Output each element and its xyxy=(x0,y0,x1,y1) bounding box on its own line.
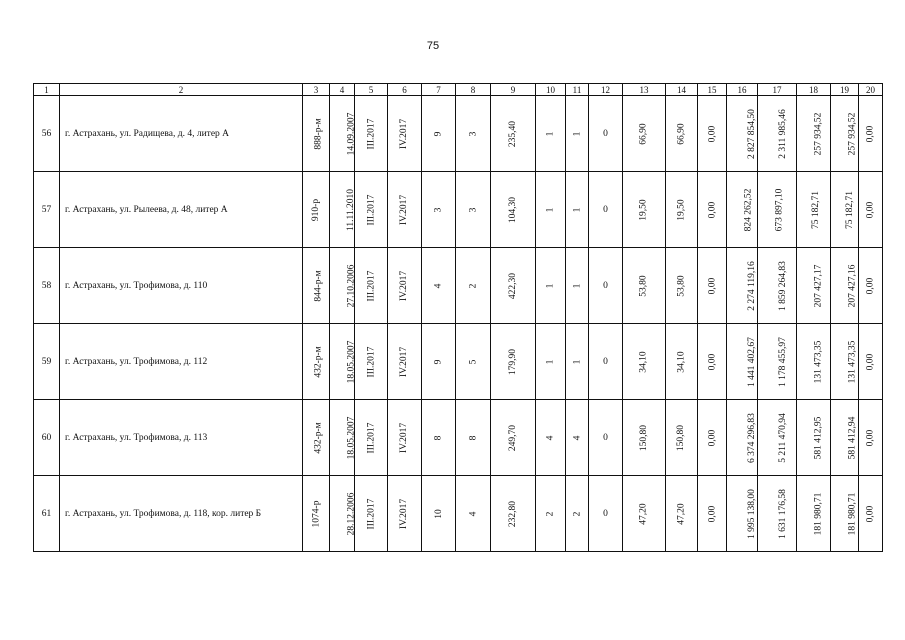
column-number-7: 7 xyxy=(422,84,456,96)
cell-value-c14: 47,20 xyxy=(676,502,687,525)
cell-value-c8: 3 xyxy=(468,207,478,212)
cell-c19 xyxy=(831,476,859,552)
cell-c16 xyxy=(727,172,758,248)
cell-value-c17: 1 631 176,58 xyxy=(777,488,788,539)
cell-value-c17: 2 311 985,46 xyxy=(777,108,788,159)
cell-c11 xyxy=(566,248,589,324)
cell-value-c9: 235,40 xyxy=(508,120,518,147)
cell-doc_date xyxy=(330,248,355,324)
cell-value-c13: 47,20 xyxy=(639,502,649,525)
cell-doc_date xyxy=(330,96,355,172)
cell-c14 xyxy=(666,172,698,248)
cell-c9 xyxy=(491,400,536,476)
cell-value-c7: 10 xyxy=(433,508,444,519)
column-number-15: 15 xyxy=(698,84,727,96)
cell-value-c19: 131 473,35 xyxy=(847,340,858,383)
cell-c12: 0 xyxy=(589,248,623,324)
cell-c10 xyxy=(536,96,566,172)
cell-value-c10: 1 xyxy=(545,131,556,136)
cell-value-c20: 0,00 xyxy=(865,277,876,294)
cell-c13 xyxy=(623,476,666,552)
cell-no: 59 xyxy=(34,324,60,400)
cell-value-end: IV.2017 xyxy=(399,118,410,149)
cell-value-start: III.2017 xyxy=(366,346,376,377)
cell-value-c8: 5 xyxy=(468,359,478,364)
cell-c18 xyxy=(797,172,831,248)
cell-value-start: III.2017 xyxy=(366,270,376,301)
cell-value-c8: 2 xyxy=(468,283,478,288)
cell-c9 xyxy=(491,476,536,552)
cell-value-c10: 1 xyxy=(545,207,556,212)
cell-value-c15: 0,00 xyxy=(707,429,717,446)
cell-c10 xyxy=(536,172,566,248)
table-row xyxy=(34,476,883,552)
cell-value-c11: 2 xyxy=(572,511,582,516)
cell-c11 xyxy=(566,324,589,400)
cell-start xyxy=(355,172,388,248)
cell-c19 xyxy=(831,248,859,324)
cell-doc_no xyxy=(303,400,330,476)
column-number-8: 8 xyxy=(456,84,491,96)
table-row xyxy=(34,96,883,172)
cell-value-c7: 8 xyxy=(433,435,444,440)
cell-doc_no xyxy=(303,248,330,324)
cell-value-c14: 19,50 xyxy=(676,198,687,221)
cell-value-doc_date: 18.05.2007 xyxy=(346,340,357,383)
cell-value-c9: 249,70 xyxy=(508,424,518,451)
cell-end xyxy=(388,172,422,248)
cell-c17 xyxy=(758,324,797,400)
cell-value-c16: 6 374 296,83 xyxy=(746,412,757,463)
cell-value-doc_date: 27.10.2006 xyxy=(346,264,357,307)
cell-value-c15: 0,00 xyxy=(707,201,717,218)
cell-c16 xyxy=(727,96,758,172)
cell-start xyxy=(355,400,388,476)
cell-c18 xyxy=(797,476,831,552)
column-number-12: 12 xyxy=(589,84,623,96)
cell-c14 xyxy=(666,324,698,400)
cell-c7 xyxy=(422,248,456,324)
cell-value-c10: 2 xyxy=(545,511,556,516)
column-number-4: 4 xyxy=(330,84,355,96)
cell-value-c16: 1 995 138,00 xyxy=(746,488,757,539)
cell-c17 xyxy=(758,400,797,476)
column-number-19: 19 xyxy=(831,84,859,96)
cell-value-c9: 422,30 xyxy=(508,272,518,299)
cell-c20 xyxy=(859,476,883,552)
cell-c15 xyxy=(698,324,727,400)
housing-program-table xyxy=(33,83,883,552)
cell-value-c15: 0,00 xyxy=(707,277,717,294)
column-number-13: 13 xyxy=(623,84,666,96)
cell-value-c7: 9 xyxy=(433,359,444,364)
cell-value-c18: 257 934,52 xyxy=(813,112,824,155)
cell-value-c20: 0,00 xyxy=(865,429,876,446)
cell-value-doc_no: 888-р-м xyxy=(313,117,324,150)
cell-c14 xyxy=(666,248,698,324)
cell-value-c19: 207 427,16 xyxy=(847,264,858,307)
cell-end xyxy=(388,248,422,324)
cell-c17 xyxy=(758,96,797,172)
cell-value-c18: 207 427,17 xyxy=(813,264,824,307)
cell-value-doc_no: 910-р xyxy=(310,198,321,221)
cell-value-c20: 0,00 xyxy=(865,201,876,218)
cell-value-c18: 75 182,71 xyxy=(811,190,821,229)
cell-c15 xyxy=(698,172,727,248)
cell-value-c18: 181 980,71 xyxy=(813,492,824,535)
cell-c20 xyxy=(859,248,883,324)
cell-c18 xyxy=(797,248,831,324)
cell-c18 xyxy=(797,400,831,476)
cell-value-c11: 1 xyxy=(572,359,582,364)
cell-value-c16: 824 262,52 xyxy=(743,188,754,231)
column-number-1: 1 xyxy=(34,84,60,96)
cell-value-c10: 1 xyxy=(545,283,556,288)
cell-doc_no xyxy=(303,324,330,400)
cell-c13 xyxy=(623,248,666,324)
cell-value-c11: 1 xyxy=(572,207,582,212)
cell-c10 xyxy=(536,324,566,400)
cell-c12: 0 xyxy=(589,96,623,172)
cell-c14 xyxy=(666,96,698,172)
cell-c9 xyxy=(491,96,536,172)
column-number-2: 2 xyxy=(60,84,303,96)
cell-start xyxy=(355,476,388,552)
cell-end xyxy=(388,400,422,476)
cell-value-c19: 581 412,94 xyxy=(847,416,858,459)
cell-c14 xyxy=(666,476,698,552)
cell-c17 xyxy=(758,172,797,248)
cell-c7 xyxy=(422,172,456,248)
cell-c15 xyxy=(698,476,727,552)
cell-value-c9: 232,80 xyxy=(508,500,518,527)
cell-value-c13: 150,80 xyxy=(639,424,649,451)
cell-c12: 0 xyxy=(589,476,623,552)
cell-c18 xyxy=(797,324,831,400)
cell-c15 xyxy=(698,400,727,476)
table-body xyxy=(34,96,883,552)
cell-value-c10: 1 xyxy=(545,359,556,364)
column-number-20: 20 xyxy=(859,84,883,96)
cell-value-start: III.2017 xyxy=(366,422,376,453)
cell-end xyxy=(388,96,422,172)
cell-c19 xyxy=(831,172,859,248)
cell-value-c15: 0,00 xyxy=(707,353,717,370)
cell-value-c17: 1 178 455,97 xyxy=(777,336,788,387)
cell-c8 xyxy=(456,248,491,324)
cell-no: 56 xyxy=(34,96,60,172)
cell-address: г. Астрахань, ул. Радищева, д. 4, литер А xyxy=(60,96,303,172)
cell-value-end: IV.2017 xyxy=(399,270,410,301)
cell-c9 xyxy=(491,172,536,248)
cell-c12: 0 xyxy=(589,324,623,400)
column-number-9: 9 xyxy=(491,84,536,96)
cell-c16 xyxy=(727,324,758,400)
column-number-5: 5 xyxy=(355,84,388,96)
cell-value-doc_date: 28.12.2006 xyxy=(346,492,357,535)
column-number-10: 10 xyxy=(536,84,566,96)
cell-c8 xyxy=(456,172,491,248)
cell-start xyxy=(355,324,388,400)
column-number-3: 3 xyxy=(303,84,330,96)
cell-value-c11: 4 xyxy=(572,435,582,440)
cell-value-end: IV.2017 xyxy=(399,498,410,529)
cell-doc_no xyxy=(303,96,330,172)
cell-c15 xyxy=(698,248,727,324)
cell-value-end: IV.2017 xyxy=(399,194,410,225)
cell-c12: 0 xyxy=(589,172,623,248)
column-number-6: 6 xyxy=(388,84,422,96)
cell-c10 xyxy=(536,248,566,324)
column-number-11: 11 xyxy=(566,84,589,96)
cell-value-c14: 150,80 xyxy=(676,424,687,451)
cell-value-c14: 66,90 xyxy=(676,122,687,145)
column-number-14: 14 xyxy=(666,84,698,96)
table-row xyxy=(34,172,883,248)
cell-value-c13: 53,80 xyxy=(639,274,649,297)
cell-value-doc_date: 14.09.2007 xyxy=(346,112,357,155)
cell-value-c20: 0,00 xyxy=(865,125,876,142)
cell-start xyxy=(355,248,388,324)
cell-value-c7: 9 xyxy=(433,131,444,136)
cell-address: г. Астрахань, ул. Трофимова, д. 118, кор. литер Б xyxy=(60,476,303,552)
cell-value-c14: 53,80 xyxy=(676,274,687,297)
cell-c12: 0 xyxy=(589,400,623,476)
cell-c8 xyxy=(456,324,491,400)
cell-c7 xyxy=(422,324,456,400)
column-number-18: 18 xyxy=(797,84,831,96)
cell-value-c10: 4 xyxy=(545,435,556,440)
cell-doc_date xyxy=(330,324,355,400)
cell-address: г. Астрахань, ул. Рылеева, д. 48, литер А xyxy=(60,172,303,248)
cell-value-c20: 0,00 xyxy=(865,353,876,370)
cell-no: 58 xyxy=(34,248,60,324)
cell-end xyxy=(388,324,422,400)
cell-c15 xyxy=(698,96,727,172)
cell-c9 xyxy=(491,248,536,324)
cell-no: 60 xyxy=(34,400,60,476)
table-row xyxy=(34,248,883,324)
cell-value-c20: 0,00 xyxy=(865,505,876,522)
cell-c18 xyxy=(797,96,831,172)
cell-c7 xyxy=(422,96,456,172)
cell-value-doc_no: 1074-р xyxy=(311,500,322,527)
cell-c19 xyxy=(831,400,859,476)
cell-c8 xyxy=(456,476,491,552)
cell-value-c15: 0,00 xyxy=(707,505,717,522)
cell-value-c14: 34,10 xyxy=(676,350,687,373)
cell-value-c17: 673 897,10 xyxy=(774,188,785,231)
cell-c19 xyxy=(831,324,859,400)
cell-value-c11: 1 xyxy=(572,131,582,136)
cell-value-c8: 3 xyxy=(468,131,478,136)
cell-value-end: IV.2017 xyxy=(399,422,410,453)
cell-c11 xyxy=(566,96,589,172)
table-row xyxy=(34,324,883,400)
cell-start xyxy=(355,96,388,172)
cell-c16 xyxy=(727,476,758,552)
cell-c11 xyxy=(566,400,589,476)
cell-doc_date xyxy=(330,400,355,476)
cell-c13 xyxy=(623,172,666,248)
cell-value-c15: 0,00 xyxy=(707,125,717,142)
cell-c17 xyxy=(758,248,797,324)
cell-value-c7: 4 xyxy=(433,283,444,288)
cell-doc_date xyxy=(330,476,355,552)
cell-value-doc_no: 432-р-м xyxy=(313,345,324,378)
cell-no: 61 xyxy=(34,476,60,552)
cell-address: г. Астрахань, ул. Трофимова, д. 113 xyxy=(60,400,303,476)
column-number-16: 16 xyxy=(727,84,758,96)
cell-value-c19: 75 182,71 xyxy=(845,190,855,229)
cell-value-doc_no: 844-р-м xyxy=(313,269,324,302)
cell-c20 xyxy=(859,324,883,400)
cell-address: г. Астрахань, ул. Трофимова, д. 112 xyxy=(60,324,303,400)
cell-value-doc_date: 18.05.2007 xyxy=(346,416,357,459)
cell-value-c9: 179,90 xyxy=(508,348,518,375)
column-numbers-row xyxy=(34,84,883,96)
cell-value-c7: 3 xyxy=(433,207,444,212)
cell-value-c13: 34,10 xyxy=(639,350,649,373)
cell-c13 xyxy=(623,400,666,476)
cell-doc_no xyxy=(303,172,330,248)
cell-c20 xyxy=(859,400,883,476)
cell-c20 xyxy=(859,172,883,248)
cell-doc_no xyxy=(303,476,330,552)
cell-value-c13: 19,50 xyxy=(639,198,649,221)
cell-value-c8: 8 xyxy=(468,435,478,440)
cell-c11 xyxy=(566,476,589,552)
cell-c16 xyxy=(727,400,758,476)
cell-c9 xyxy=(491,324,536,400)
cell-value-c19: 181 980,71 xyxy=(847,492,858,535)
cell-c10 xyxy=(536,400,566,476)
cell-value-c9: 104,30 xyxy=(508,196,518,223)
cell-value-start: III.2017 xyxy=(366,194,376,225)
cell-c20 xyxy=(859,96,883,172)
cell-doc_date xyxy=(330,172,355,248)
cell-value-start: III.2017 xyxy=(366,118,376,149)
cell-value-c13: 66,90 xyxy=(639,122,649,145)
cell-value-c17: 5 211 470,94 xyxy=(777,412,788,463)
cell-value-start: III.2017 xyxy=(366,498,376,529)
cell-value-end: IV.2017 xyxy=(399,346,410,377)
cell-value-doc_date: 11.11.2010 xyxy=(346,188,357,231)
cell-value-c19: 257 934,52 xyxy=(847,112,858,155)
cell-end xyxy=(388,476,422,552)
cell-value-c11: 1 xyxy=(572,283,582,288)
column-number-17: 17 xyxy=(758,84,797,96)
cell-value-c17: 1 859 264,83 xyxy=(777,260,788,311)
cell-c19 xyxy=(831,96,859,172)
cell-c10 xyxy=(536,476,566,552)
cell-address: г. Астрахань, ул. Трофимова, д. 110 xyxy=(60,248,303,324)
cell-value-doc_no: 432-р-м xyxy=(313,421,324,454)
cell-value-c8: 4 xyxy=(468,511,478,516)
cell-value-c16: 2 827 854,50 xyxy=(746,108,757,159)
cell-c7 xyxy=(422,476,456,552)
cell-c8 xyxy=(456,400,491,476)
cell-no: 57 xyxy=(34,172,60,248)
cell-value-c18: 581 412,95 xyxy=(813,416,824,459)
table-row xyxy=(34,400,883,476)
cell-value-c16: 1 441 402,67 xyxy=(746,336,757,387)
cell-c11 xyxy=(566,172,589,248)
cell-c13 xyxy=(623,324,666,400)
cell-value-c18: 131 473,35 xyxy=(813,340,824,383)
cell-c14 xyxy=(666,400,698,476)
cell-c7 xyxy=(422,400,456,476)
cell-c17 xyxy=(758,476,797,552)
cell-c8 xyxy=(456,96,491,172)
cell-value-c16: 2 274 119,16 xyxy=(746,260,757,311)
cell-c16 xyxy=(727,248,758,324)
cell-c13 xyxy=(623,96,666,172)
page-number: 75 xyxy=(426,40,440,52)
